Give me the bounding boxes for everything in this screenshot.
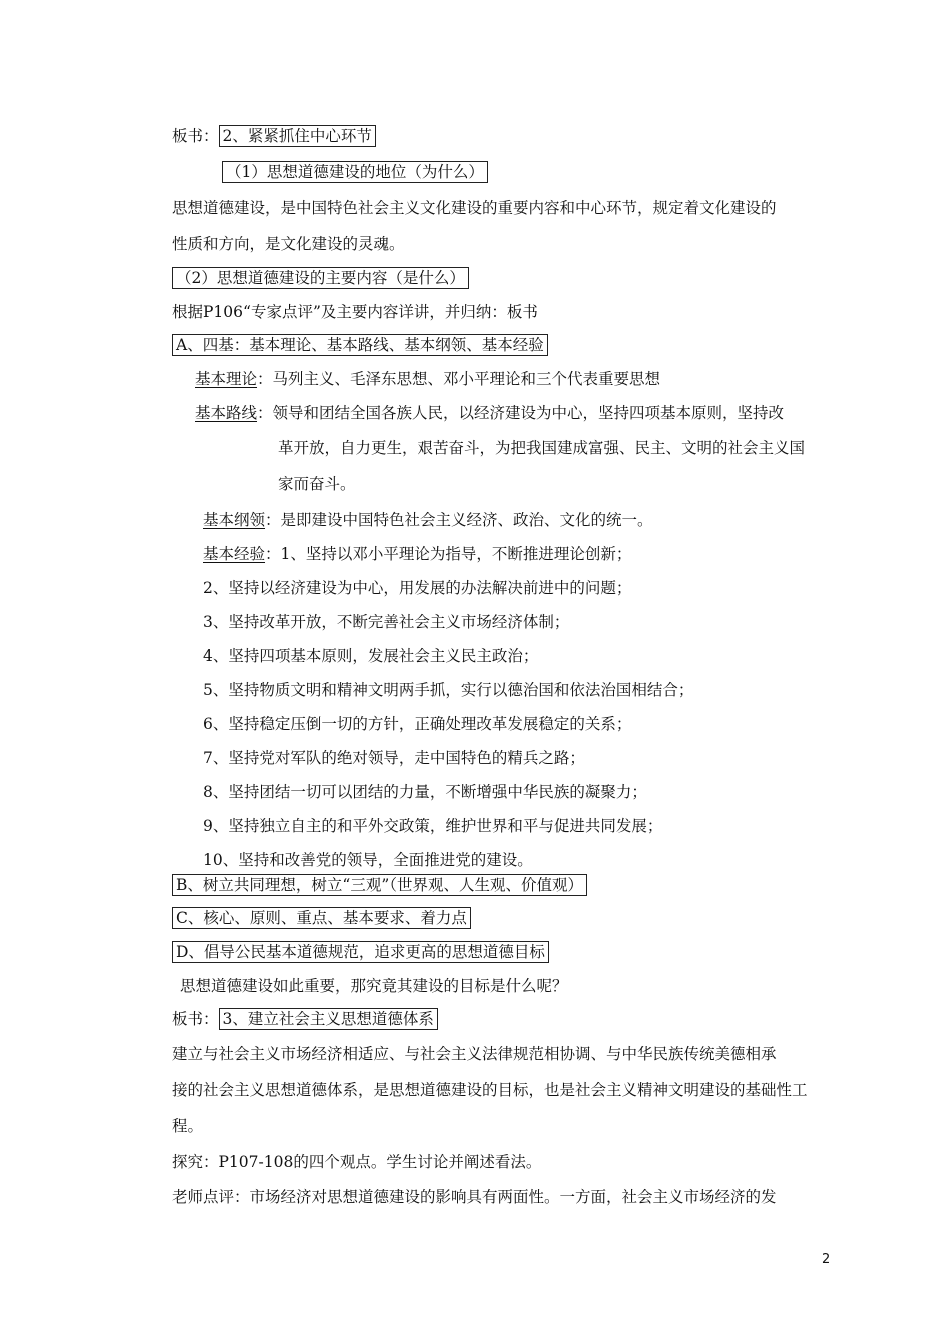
term-label: 基本理论 <box>195 370 258 388</box>
list-item: 9、坚持独立自主的和平外交政策，维护世界和平与促进共同发展； <box>203 817 663 835</box>
list-item: 10、坚持和改善党的领导，全面推进党的建设。 <box>203 851 533 869</box>
basic-experience: 基本经验：1、坚持以邓小平理论为指导，不断推进理论创新； <box>203 545 632 563</box>
paragraph-line: 接的社会主义思想道德体系，是思想道德建设的目标，也是社会主义精神文明建设的基础性工 <box>172 1081 808 1099</box>
boxed-item-b: B、树立共同理想，树立“三观”（世界观、人生观、价值观） <box>172 873 587 897</box>
paragraph-line: 革开放，自力更生，艰苦奋斗，为把我国建成富强、民主、文明的社会主义国 <box>278 439 806 457</box>
board-heading-2 <box>172 124 376 148</box>
term-label: 基本路线 <box>195 404 258 422</box>
list-item: 3、坚持改革开放，不断完善社会主义市场经济体制； <box>203 613 570 631</box>
board-prefix: 板书： <box>172 1010 219 1028</box>
list-item: 5、坚持物质文明和精神文明两手抓，实行以德治国和依法治国相结合； <box>203 681 694 699</box>
list-item: 4、坚持四项基本原则，发展社会主义民主政治； <box>203 647 539 665</box>
list-item: 8、坚持团结一切可以团结的力量，不断增强中华民族的凝聚力； <box>203 783 647 801</box>
paragraph-line: 思想道德建设，是中国特色社会主义文化建设的重要内容和中心环节，规定着文化建设的 <box>172 199 777 217</box>
page-number: 2 <box>822 1252 831 1267</box>
boxed-item-c: C、核心、原则、重点、基本要求、着力点 <box>172 906 471 930</box>
paragraph-line: 根据P106“专家点评”及主要内容详讲，并归纳：板书 <box>172 303 538 321</box>
boxed-item-d: D、倡导公民基本道德规范，追求更高的思想道德目标 <box>172 940 549 964</box>
list-item: 2、坚持以经济建设为中心，用发展的办法解决前进中的问题； <box>203 579 632 597</box>
boxed-heading: 2、紧紧抓住中心环节 <box>219 125 376 147</box>
paragraph-line: 性质和方向，是文化建设的灵魂。 <box>172 235 405 253</box>
boxed-heading: 3、建立社会主义思想道德体系 <box>219 1008 438 1030</box>
term-label: 基本经验 <box>203 545 266 563</box>
term-label: 基本纲领 <box>203 511 266 529</box>
boxed-item-a: A、四基：基本理论、基本路线、基本纲领、基本经验 <box>172 333 548 357</box>
basic-theory: 基本理论：马列主义、毛泽东思想、邓小平理论和三个代表重要思想 <box>195 370 661 388</box>
paragraph-line: 老师点评：市场经济对思想道德建设的影响具有两面性。一方面，社会主义市场经济的发 <box>172 1188 777 1206</box>
list-item: 7、坚持党对军队的绝对领导，走中国特色的精兵之路； <box>203 749 585 767</box>
boxed-subheading-2: （2）思想道德建设的主要内容（是什么） <box>172 266 469 290</box>
basic-program: 基本纲领：是即建设中国特色社会主义经济、政治、文化的统一。 <box>203 511 653 529</box>
paragraph-line: 探究：P107-108的四个观点。学生讨论并阐述看法。 <box>172 1153 542 1171</box>
paragraph-line: 家而奋斗。 <box>278 475 356 493</box>
board-prefix: 板书： <box>172 127 219 145</box>
boxed-subheading-1: （1）思想道德建设的地位（为什么） <box>222 160 488 184</box>
list-item: 6、坚持稳定压倒一切的方针，正确处理改革发展稳定的关系； <box>203 715 632 733</box>
board-heading-3 <box>172 1007 438 1031</box>
paragraph-line: 思想道德建设如此重要，那究竟其建设的目标是什么呢？ <box>180 977 568 995</box>
paragraph-line: 建立与社会主义市场经济相适应、与社会主义法律规范相协调、与中华民族传统美德相承 <box>172 1045 777 1063</box>
basic-line: 基本路线：领导和团结全国各族人民，以经济建设为中心，坚持四项基本原则，坚持改 <box>195 404 785 422</box>
paragraph-line: 程。 <box>172 1117 204 1135</box>
